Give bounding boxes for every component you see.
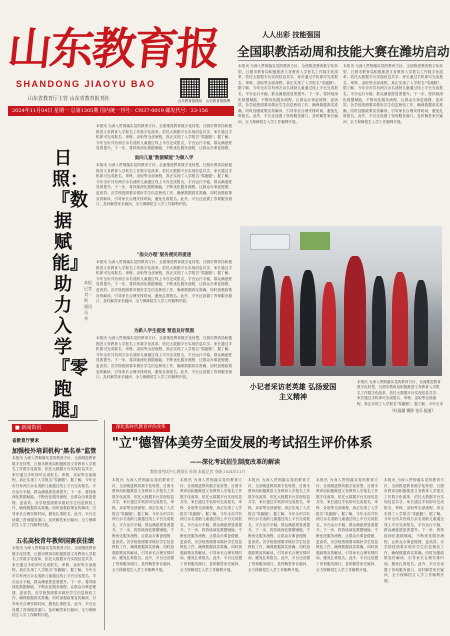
bottom-story-source: 教育部考试中心理事长 孙海 本报记者 李晓 2024年11月 [150,469,246,474]
top-story-body: 本报讯 为深入贯彻落实党的教育方针，全面推进教育数字化转型，日照市教育局积极推进义务教育入学报名工作数字化改革，依托大数据平台实现信息共享，家长通过手机即可完成报名、审核、录取等全部流程，真正实现了入学报名"零跑腿"。据了解，今年全市共有两万余名适龄儿童通过线上平台完成报名，平台运行平稳，群众满意度显著提升。下一步，将持续深化数据赋能，不断优化服务流程，让群众办事更便捷、更高效。各学校按照要求做好学生信息核验工作，确保数据真实准确，同时加强政策宣传解读，引导家长合理安排时间，避免扎堆报名。此外，平台还设置了咨询服务窗口，及时解答家长疑问，全力保障招生入学工作顺利开展。 [343,64,443,124]
sidebar-section-label: ■ 新闻资讯 [12,424,68,432]
bottom-story-body: 本报讯 为深入贯彻落实党的教育方针，全面推进教育数字化转型，日照市教育局积极推进义务教育入学报名工作数字化改革，依托大数据平台实现信息共享，家长通过手机即可完成报名、审核、录取等全部流程，真正实现了入学报名"零跑腿"。据了解，今年全市共有两万余名适龄儿童通过线上平台完成报名，平台运行平稳，群众满意度显著提升。下一步，将持续深化数据赋能，不断优化服务流程，让群众办事更便捷、更高效。各学校按照要求做好学生信息核验工作，确保数据真实准确，同时加强政策宣传解读，引导家长合理安排时间，避免扎堆报名。此外，平台还设置了咨询服务窗口，及时解答家长疑问，全力保障招生入学工作顺利开展。 [384,478,444,583]
news-photo[interactable] [240,226,442,376]
issue-date-bar: 2024年11月04日 星期一 总第1305期 国内统一刊号：CN37-0019 邮发代号：23-156 [8,106,234,116]
subhead: "指尖办理"服务便民再提速 [136,253,192,258]
sidebar-headline[interactable]: 五名高校青年教师国赛获佳绩 [16,538,95,545]
bottom-story-title[interactable]: "立"德智体美劳全面发展的考试招生评价体系 [112,436,373,451]
lead-story-byline: 本报记者 刘一鸣 通讯员 李 [84,280,92,321]
bottom-story-subtitle: ——深化考试招生制度改革的解读 [190,459,281,466]
top-story-body: 本报讯 为深入贯彻落实党的教育方针，全面推进教育数字化转型，日照市教育局积极推进义务教育入学报名工作数字化改革，依托大数据平台实现信息共享，家长通过手机即可完成报名、审核、录取等全部流程，真正实现了入学报名"零跑腿"。据了解，今年全市共有两万余名适龄儿童通过线上平台完成报名，平台运行平稳，群众满意度显著提升。下一步，将持续深化数据赋能，不断优化服务流程，让群众办事更便捷、更高效。各学校按照要求做好学生信息核验工作，确保数据真实准确，同时加强政策宣传解读，引导家长合理安排时间，避免扎堆报名。此外，平台还设置了咨询服务窗口，及时解答家长疑问，全力保障招生入学工作顺利开展。 [238,64,338,124]
qr-caption: 山东教育报微信 [177,99,203,103]
newspaper-logo: 山东教育报 [5,24,221,75]
sidebar-body: 本报讯 为深入贯彻落实党的教育方针，全面推进教育数字化转型，日照市教育局积极推进义务教育入学报名工作数字化改革，依托大数据平台实现信息共享，家长通过手机即可完成报名、审核、录取等全部流程，真正实现了入学报名"零跑腿"。据了解，今年全市共有两万余名适龄儿童通过线上平台完成报名，平台运行平稳，群众满意度显著提升。下一步，将持续深化数据赋能，不断优化服务流程，让群众办事更便捷、更高效。各学校按照要求做好学生信息核验工作，确保数据真实准确，同时加强政策宣传解读，引导家长合理安排时间，避免扎堆报名。此外，平台还设置了咨询服务窗口，及时解答家长疑问，全力保障招生入学工作顺利开展。 [12,456,96,528]
lead-story-intro: 本报讯 为深入贯彻落实党的教育方针，全面推进教育数字化转型，日照市教育局积极推进义务教育入学报名工作数字化改革，依托大数据平台实现信息共享，家长通过手机即可完成报名、审核、录取等全部流程，真正实现了入学报名"零跑腿"。据了解，今年全市共有两万余名适龄儿童通过线上平台完成报名，平台运行平稳，群众满意度显著提升。下一步，将持续深化数据赋能，不断优化服务流程，让群众办事更便捷、 [96,124,232,151]
divider [238,60,444,61]
photo-caption: 本报讯 为深入贯彻落实党的教育方针，全面推进教育数字化转型，日照市教育局积极推进义务教育入学报名工作数字化改革，依托大数据平台实现信息共享，家长通过手机即可完成报名、审核、录取等全部流程，真正实现了入学报名"零跑腿"。据了解，今年全市 [357,380,443,406]
photo-credit: （杜雨涵 摄影 张乐 报道） [390,408,436,413]
masthead-pinyin: SHANDONG JIAOYU BAO [16,79,156,89]
lead-story-body: 本报讯 为深入贯彻落实党的教育方针，全面推进教育数字化转型，日照市教育局积极推进义务教育入学报名工作数字化改革，依托大数据平台实现信息共享，家长通过手机即可完成报名、审核、录取等全部流程，真正实现了入学报名"零跑腿"。据了解，今年全市共有两万余名适龄儿童通过线上平台完成报名，平台运行平稳，群众满意度显著提升。下一步，将持续深化数据赋能，不断优化服务流程，让群众办事更便捷、更高效。各学校按照要求做好学生信息核验工作，确保数据真实准确，同时加强政策宣传解读，引导家长合理安排时间，避免扎堆报名。此外，平台还设置了咨询服务窗口，及时解答家长疑问，全力保障招生入学工作顺利开展。 [96,260,232,304]
qr-caption: 山东教育报微博 [205,99,231,103]
masthead-publisher: 山东省教育厅主管 山东省教育报刊社 [28,96,110,102]
weibo-qr-icon[interactable] [208,78,228,98]
top-story-title[interactable]: 全国职教活动周和技能大赛在潍坊启动 [237,44,450,59]
bottom-story-body: 本报讯 为深入贯彻落实党的教育方针，全面推进教育数字化转型，日照市教育局积极推进义务教育入学报名工作数字化改革，依托大数据平台实现信息共享，家长通过手机即可完成报名、审核、录取等全部流程，真正实现了入学报名"零跑腿"。据了解，今年全市共有两万余名适龄儿童通过线上平台完成报名，平台运行平稳，群众满意度显著提升。下一步，将持续深化数据赋能，不断优化服务流程，让群众办事更便捷、更高效。各学校按照要求做好学生信息核验工作，确保数据真实准确，同时加强政策宣传解读，引导家长合理安排时间，避免扎堆报名。此外，平台还设置了咨询服务窗口，及时解答家长疑问，全力保障招生入学工作顺利开展。 [180,478,242,572]
subhead: 面向儿童"数据赋能"为顺入学 [134,156,194,161]
subhead: 为新入学生提速 营造良好氛围 [133,329,195,334]
bottom-story-body: 本报讯 为深入贯彻落实党的教育方针，全面推进教育数字化转型，日照市教育局积极推进义务教育入学报名工作数字化改革，依托大数据平台实现信息共享，家长通过手机即可完成报名、审核、录取等全部流程，真正实现了入学报名"零跑腿"。据了解，今年全市共有两万余名适龄儿童通过线上平台完成报名，平台运行平稳，群众满意度显著提升。下一步，将持续深化数据赋能，不断优化服务流程，让群众办事更便捷、更高效。各学校按照要求做好学生信息核验工作，确保数据真实准确，同时加强政策宣传解读，引导家长合理安排时间，避免扎堆报名。此外，平台还设置了咨询服务窗口，及时解答家长疑问，全力保障招生入学工作顺利开展。 [316,478,378,572]
sidebar-body: 本报讯 为深入贯彻落实党的教育方针，全面推进教育数字化转型，日照市教育局积极推进义务教育入学报名工作数字化改革，依托大数据平台实现信息共享，家长通过手机即可完成报名、审核、录取等全部流程，真正实现了入学报名"零跑腿"。据了解，今年全市共有两万余名适龄儿童通过线上平台完成报名，平台运行平稳，群众满意度显著提升。下一步，将持续深化数据赋能，不断优化服务流程，让群众办事更便捷、更高效。各学校按照要求做好学生信息核验工作，确保数据真实准确，同时加强政策宣传解读，引导家长合理安排时间，避免扎堆报名。此外，平台还设置了咨询服务窗口，及时解答家长疑问，全力保障招生入学工作顺利开展。 [12,546,96,618]
lead-story-title[interactable]: 日照：『数据赋能』助力入学『零跑腿』 [52,148,88,421]
lead-story-body: 本报讯 为深入贯彻落实党的教育方针，全面推进教育数字化转型，日照市教育局积极推进义务教育入学报名工作数字化改革，依托大数据平台实现信息共享，家长通过手机即可完成报名、审核、录取等全部流程，真正实现了入学报名"零跑腿"。据了解，今年全市共有两万余名适龄儿童通过线上平台完成报名，平台运行平稳，群众满意度显著提升。下一步，将持续深化数据赋能，不断优化服务流程，让群众办事更便捷、更高效。各学校按照要求做好学生信息核验工作，确保数据真实准确，同时加强政策宣传解读，引导家长合理安排时间，避免扎堆报名。此外，平台还设置了咨询服务窗口，及时解答家长疑问，全力保障招生入学工作顺利开展。 [96,336,232,380]
sidebar-kicker: 省教育厅要求 [12,439,39,444]
bottom-story-body: 本报讯 为深入贯彻落实党的教育方针，全面推进教育数字化转型，日照市教育局积极推进义务教育入学报名工作数字化改革，依托大数据平台实现信息共享，家长通过手机即可完成报名、审核、录取等全部流程，真正实现了入学报名"零跑腿"。据了解，今年全市共有两万余名适龄儿童通过线上平台完成报名，平台运行平稳，群众满意度显著提升。下一步，将持续深化数据赋能，不断优化服务流程，让群众办事更便捷、更高效。各学校按照要求做好学生信息核验工作，确保数据真实准确，同时加强政策宣传解读，引导家长合理安排时间，避免扎堆报名。此外，平台还设置了咨询服务窗口，及时解答家长疑问，全力保障招生入学工作顺利开展。 [248,478,310,572]
divider [104,420,105,630]
top-story-kicker: 人人出彩 技能强国 [262,30,321,39]
wechat-qr-icon[interactable] [180,78,200,98]
sidebar-headline[interactable]: 加强校外培训机构"黑名单"监管 [12,448,97,455]
photo-story-title[interactable]: 小记者采访老英雄 弘扬爱国主义精神 [249,382,337,401]
bottom-story-kicker: 深化新时代教育评价改革 [112,424,170,432]
bottom-story-body: 本报讯 为深入贯彻落实党的教育方针，全面推进教育数字化转型，日照市教育局积极推进义务教育入学报名工作数字化改革，依托大数据平台实现信息共享，家长通过手机即可完成报名、审核、录取等全部流程，真正实现了入学报名"零跑腿"。据了解，今年全市共有两万余名适龄儿童通过线上平台完成报名，平台运行平稳，群众满意度显著提升。下一步，将持续深化数据赋能，不断优化服务流程，让群众办事更便捷、更高效。各学校按照要求做好学生信息核验工作，确保数据真实准确，同时加强政策宣传解读，引导家长合理安排时间，避免扎堆报名。此外，平台还设置了咨询服务窗口，及时解答家长疑问，全力保障招生入学工作顺利开展。 [112,478,174,572]
lead-story-body: 本报讯 为深入贯彻落实党的教育方针，全面推进教育数字化转型，日照市教育局积极推进义务教育入学报名工作数字化改革，依托大数据平台实现信息共享，家长通过手机即可完成报名、审核、录取等全部流程，真正实现了入学报名"零跑腿"。据了解，今年全市共有两万余名适龄儿童通过线上平台完成报名，平台运行平稳，群众满意度显著提升。下一步，将持续深化数据赋能，不断优化服务流程，让群众办事更便捷、更高效。各学校按照要求做好学生信息核验工作，确保数据真实准确，同时加强政策宣传解读，引导家长合理安排时间，避免扎堆报名。此外，平台还设置了咨询服务窗口，及时解答家长疑问，全力保障招生入学工作顺利开展。 [96,163,232,207]
